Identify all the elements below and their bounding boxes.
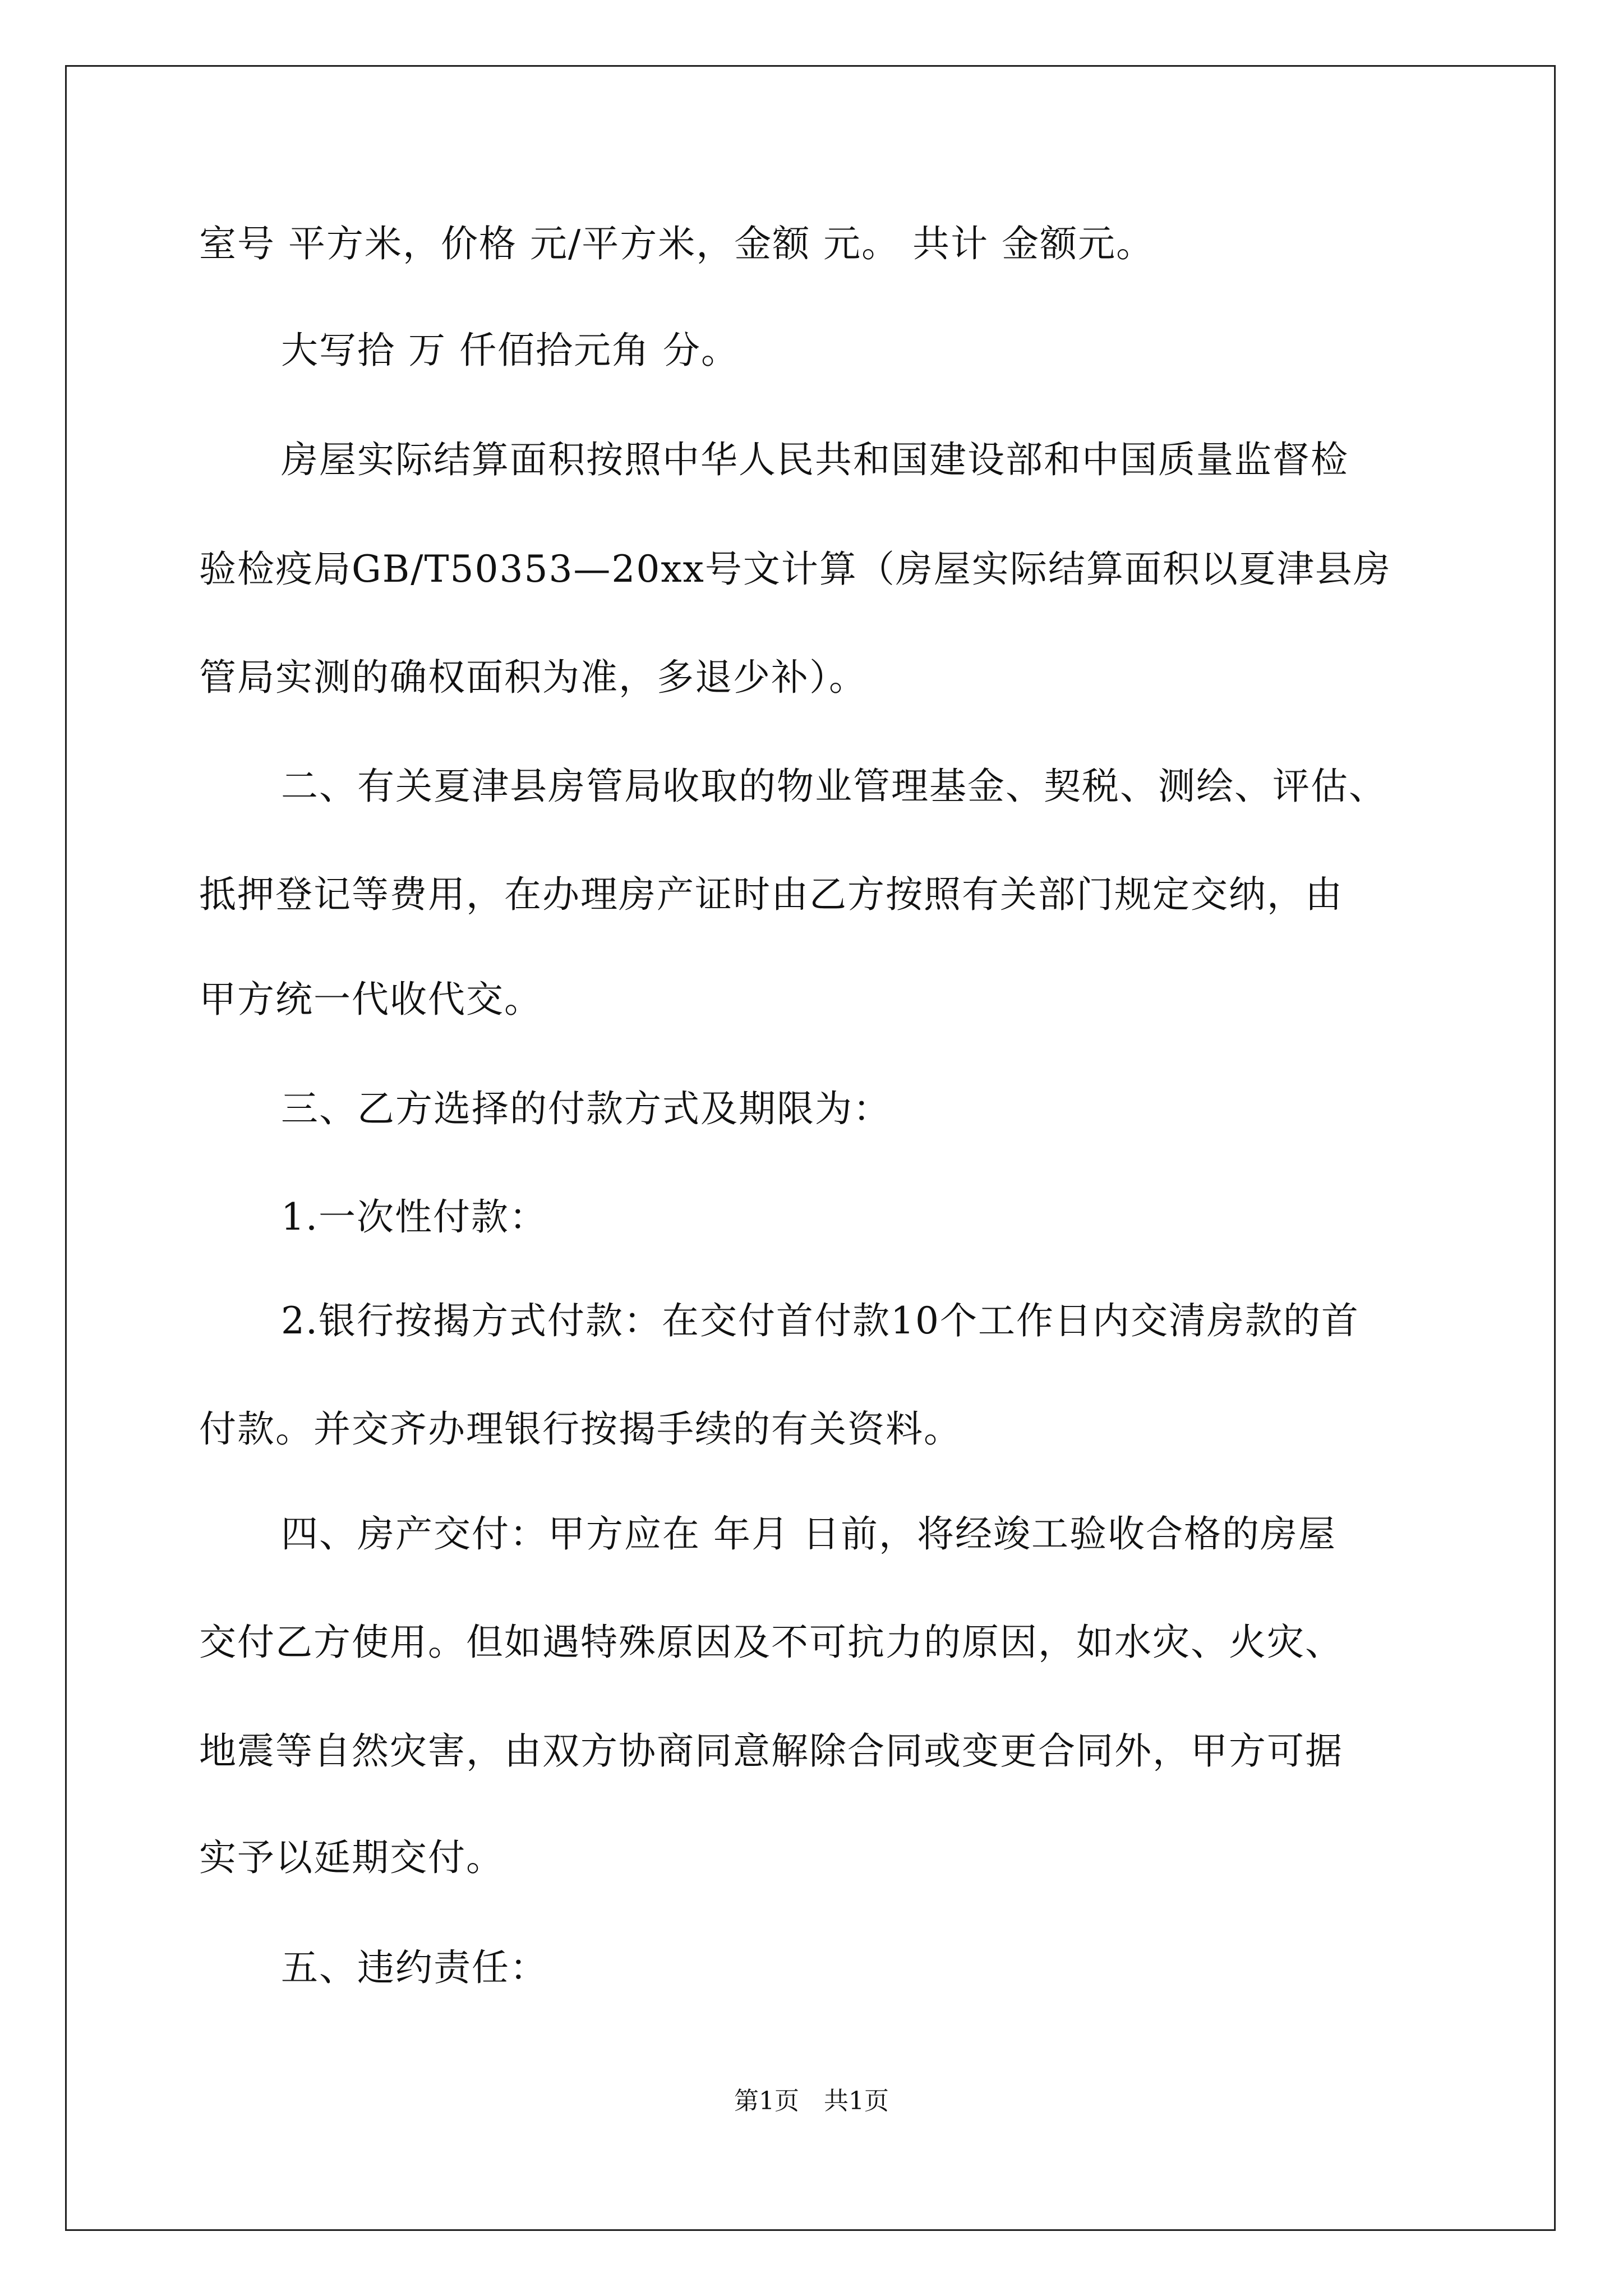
text-line: 室号 平方米，价格 元/平方米，金额 元。 共计 金额元。 [199,222,1155,265]
text-line: 房屋实际结算面积按照中华人民共和国建设部和中国质量监督检 [281,438,1349,481]
text-line: 交付乙方使用。但如遇特殊原因及不可抗力的原因，如水灾、火灾、 [199,1621,1343,1664]
text-line: 抵押登记等费用，在办理房产证时由乙方按照有关部门规定交纳，由 [199,873,1343,916]
text-line: 二、有关夏津县房管局收取的物业管理基金、契税、测绘、评估、 [281,765,1387,808]
text-line: 管局实测的确权面积为准，多退少补）。 [199,656,867,699]
text-line: 五、违约责任： [281,1946,548,1989]
text-line: 2.银行按揭方式付款：在交付首付款10个工作日内交清房款的首 [281,1299,1359,1342]
page-footer: 第1页 共1页 [734,2087,889,2115]
text-line: 甲方统一代收代交。 [199,978,542,1021]
text-line: 1.一次性付款： [281,1195,547,1239]
page-border [65,65,1556,2231]
text-line: 验检疫局GB/T50353—20xx号文计算（房屋实际结算面积以夏津县房 [199,547,1391,591]
text-line: 大写拾 万 仟佰拾元角 分。 [281,329,739,372]
text-line: 实予以延期交付。 [199,1836,504,1879]
text-line: 地震等自然灾害，由双方协商同意解除合同或变更合同外，甲方可据 [199,1729,1343,1773]
text-line: 四、房产交付：甲方应在 年月 日前，将经竣工验收合格的房屋 [281,1512,1336,1556]
text-line: 三、乙方选择的付款方式及期限为： [281,1087,891,1130]
text-line: 付款。并交齐办理银行按揭手续的有关资料。 [199,1407,962,1451]
